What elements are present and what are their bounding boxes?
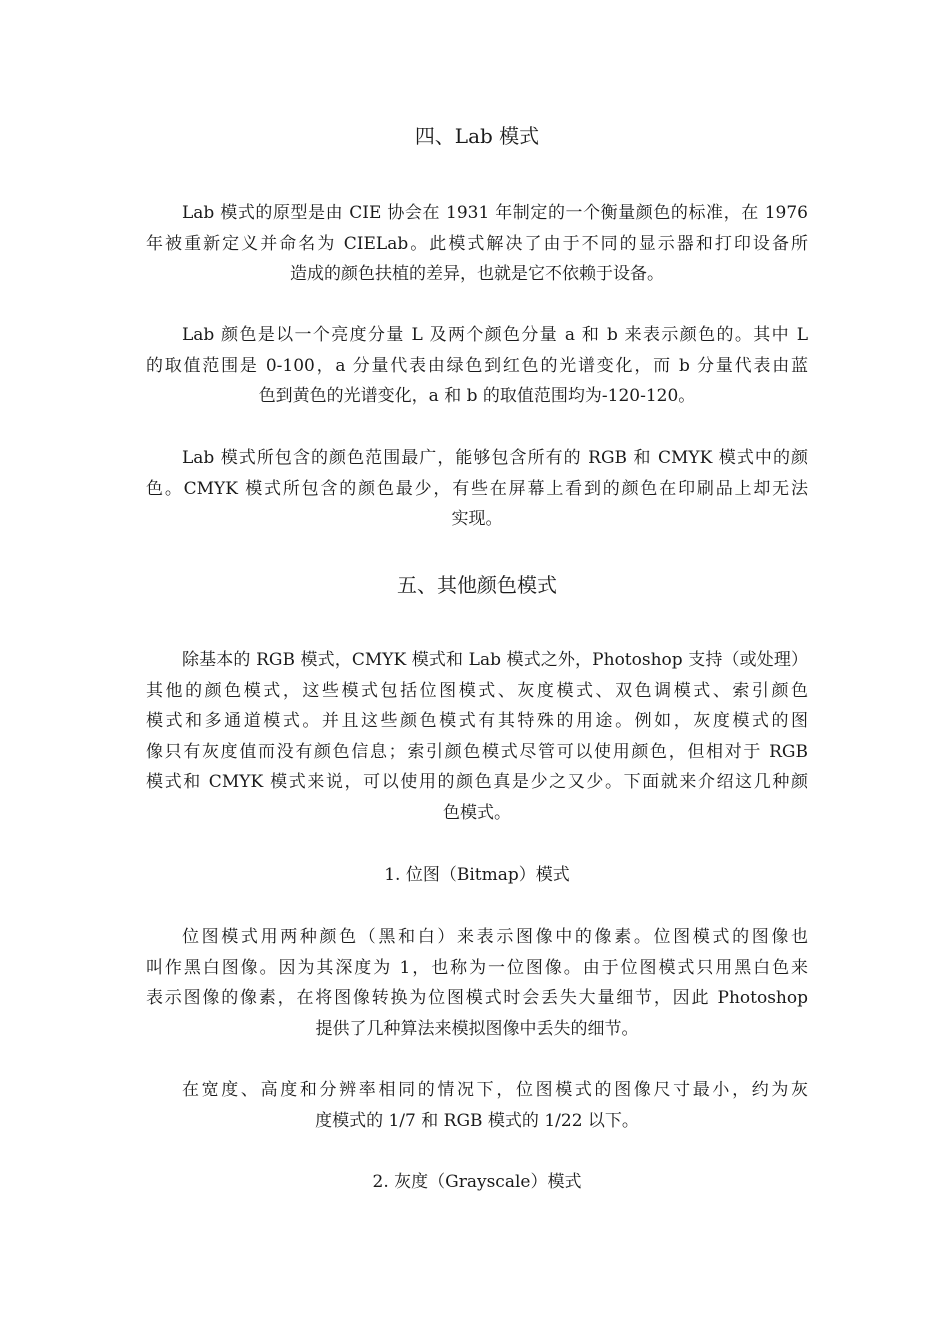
paragraph-line: 叫作黑白图像。因为其深度为 1，也称为一位图像。由于位图模式只用黑白色来 — [146, 957, 808, 978]
paragraph-line: 表示图像的像素，在将图像转换为位图模式时会丢失大量细节，因此 Photoshop — [146, 988, 808, 1008]
paragraph-line: 提供了几种算法来模拟图像中丢失的细节。 — [315, 1018, 639, 1039]
section-4-paragraph-2 — [146, 320, 808, 412]
paragraph-line: 除基本的 RGB 模式，CMYK 模式和 Lab 模式之外，Photoshop 支持（或处理） — [182, 650, 808, 670]
paragraph-line: 模式和 CMYK 模式来说，可以使用的颜色真是少之又少。下面就来介绍这几种颜 — [146, 772, 808, 792]
section-5-heading: 五、其他颜色模式 — [397, 573, 557, 597]
bitmap-mode-heading: 1. 位图（Bitmap）模式 — [384, 865, 570, 885]
paragraph-line: Lab 模式所包含的颜色范围最广，能够包含所有的 RGB 和 CMYK 模式中的颜 — [182, 448, 808, 468]
bitmap-paragraph-1 — [146, 922, 808, 1044]
section-4-paragraph-1 — [146, 198, 808, 290]
paragraph-line: 色到黄色的光谱变化，a 和 b 的取值范围均为-120-120。 — [258, 386, 696, 406]
paragraph-line: 色模式。 — [443, 802, 511, 823]
paragraph-line: 在宽度、高度和分辨率相同的情况下，位图模式的图像尺寸最小，约为灰 — [182, 1080, 808, 1100]
paragraph-line: Lab 模式的原型是由 CIE 协会在 1931 年制定的一个衡量颜色的标准，在 1976 — [182, 203, 808, 223]
paragraph-line: 其他的颜色模式，这些模式包括位图模式、灰度模式、双色调模式、索引颜色 — [146, 680, 808, 701]
paragraph-line: 度模式的 1/7 和 RGB 模式的 1/22 以下。 — [315, 1110, 639, 1131]
section-5-paragraph-1 — [146, 645, 808, 828]
paragraph-line: 模式和多通道模式。并且这些颜色模式有其特殊的用途。例如，灰度模式的图 — [146, 711, 808, 731]
paragraph-line: 色。CMYK 模式所包含的颜色最少，有些在屏幕上看到的颜色在印刷品上却无法 — [146, 478, 808, 499]
paragraph-line: 的取值范围是 0-100，a 分量代表由绿色到红色的光谱变化，而 b 分量代表由蓝 — [146, 355, 808, 376]
section-4-paragraph-3 — [146, 443, 808, 535]
paragraph-line: 位图模式用两种颜色（黑和白）来表示图像中的像素。位图模式的图像也 — [182, 927, 808, 947]
paragraph-line: 像只有灰度值而没有颜色信息；索引颜色模式尽管可以使用颜色，但相对于 RGB — [146, 741, 808, 762]
section-4-heading: 四、Lab 模式 — [414, 124, 540, 148]
bitmap-paragraph-2 — [146, 1075, 808, 1136]
paragraph-line: 造成的颜色扶植的差异，也就是它不依赖于设备。 — [290, 264, 664, 284]
grayscale-mode-heading: 2. 灰度（Grayscale）模式 — [372, 1172, 582, 1192]
paragraph-line: 实现。 — [451, 509, 503, 529]
paragraph-line: Lab 颜色是以一个亮度分量 L 及两个颜色分量 a 和 b 来表示颜色的。其中 L — [182, 325, 808, 345]
paragraph-line: 年被重新定义并命名为 CIELab。此模式解决了由于不同的显示器和打印设备所 — [146, 233, 808, 254]
